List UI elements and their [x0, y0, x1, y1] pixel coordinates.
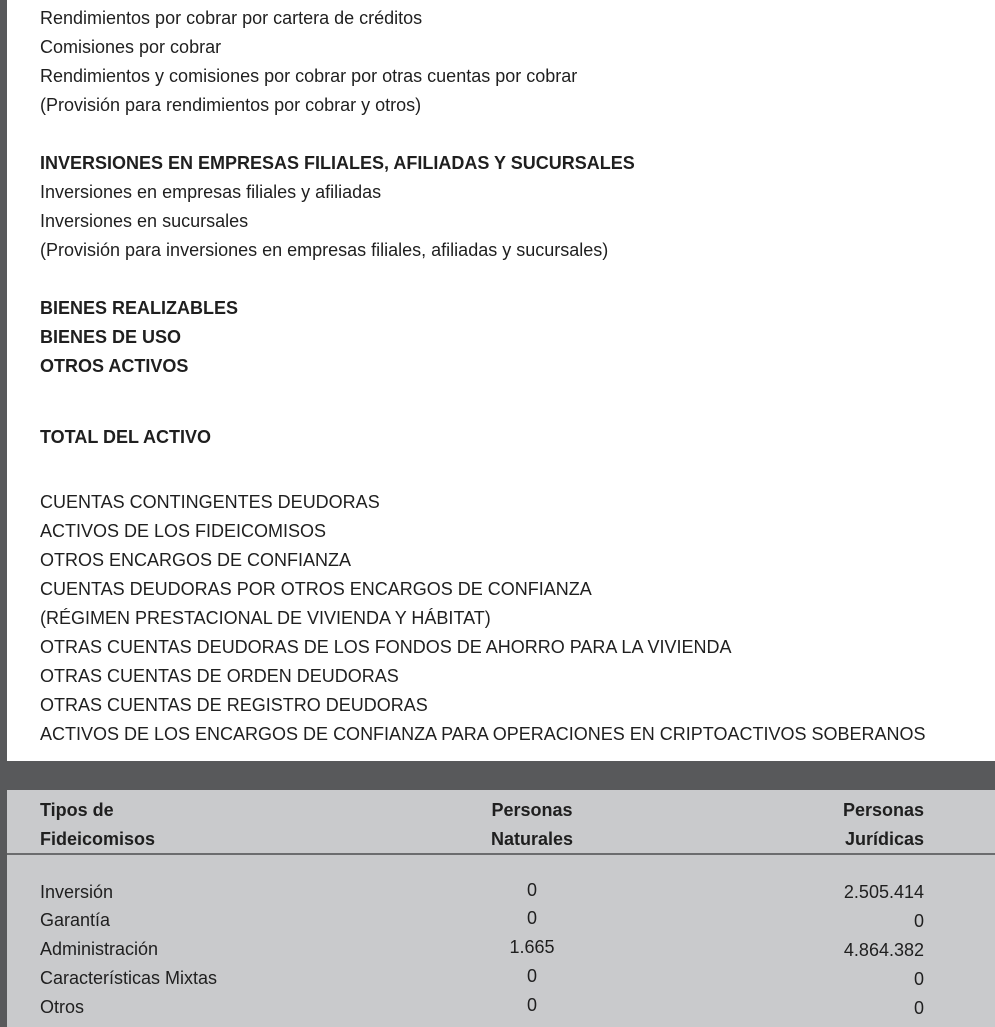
row-tipo: Administración	[40, 939, 159, 959]
line-fondos-ahorro-vivienda: OTRAS CUENTAS DEUDORAS DE LOS FONDOS DE AHORRO PARA LA VIVIENDA	[40, 637, 732, 657]
line-cuentas-orden: OTRAS CUENTAS DE ORDEN DEUDORAS	[40, 666, 399, 686]
row-tipo: Características Mixtas	[40, 968, 218, 988]
line-regimen-prestacional: (RÉGIMEN PRESTACIONAL DE VIVIENDA Y HÁBITAT)	[40, 608, 491, 628]
row-tipo: Garantía	[40, 910, 111, 930]
line-inversiones-sucursales: Inversiones en sucursales	[40, 211, 249, 231]
heading-bienes-realizables: BIENES REALIZABLES	[40, 298, 239, 318]
row-juridicas: 0	[913, 998, 924, 1018]
header-tipos-line1: Tipos de	[40, 800, 114, 820]
heading-total-activo: TOTAL DEL ACTIVO	[40, 427, 212, 447]
line-criptoactivos-soberanos: ACTIVOS DE LOS ENCARGOS DE CONFIANZA PARA OPERACIONES EN CRIPTOACTIVOS SOBERANOS	[40, 724, 926, 744]
heading-otros-activos: OTROS ACTIVOS	[40, 356, 189, 376]
row-naturales: 0	[526, 966, 537, 986]
row-juridicas: 0	[913, 911, 924, 931]
row-naturales: 0	[526, 908, 537, 928]
header-tipos-line2: Fideicomisos	[40, 829, 156, 849]
header-naturales-line2: Naturales	[490, 829, 574, 849]
line-inversiones-filiales-afiliadas: Inversiones en empresas filiales y afiliadas	[40, 182, 382, 202]
line-cuentas-contingentes: CUENTAS CONTINGENTES DEUDORAS	[40, 492, 380, 512]
header-juridicas-line1: Personas	[842, 800, 924, 820]
header-rule	[7, 853, 995, 855]
line-cuentas-deudoras-encargos: CUENTAS DEUDORAS POR OTROS ENCARGOS DE CONFIANZA	[40, 579, 592, 599]
row-juridicas: 4.864.382	[843, 940, 924, 960]
fideicomisos-table	[7, 790, 995, 1027]
line-activos-fideicomisos: ACTIVOS DE LOS FIDEICOMISOS	[40, 521, 327, 541]
left-margin-rule	[0, 0, 7, 1027]
row-naturales: 1.665	[509, 937, 555, 957]
row-juridicas: 0	[913, 969, 924, 989]
row-naturales: 0	[526, 995, 537, 1015]
row-tipo: Inversión	[40, 882, 114, 902]
line-otros-encargos: OTROS ENCARGOS DE CONFIANZA	[40, 550, 352, 570]
line-rendimientos-otras-cuentas: Rendimientos y comisiones por cobrar por otras cuentas por cobrar	[40, 66, 578, 86]
heading-inversiones-filiales: INVERSIONES EN EMPRESAS FILIALES, AFILIADAS Y SUCURSALES	[40, 153, 635, 173]
row-juridicas: 2.505.414	[843, 882, 924, 902]
line-rendimientos-cartera: Rendimientos por cobrar por cartera de créditos	[40, 8, 423, 28]
line-provision-inversiones: (Provisión para inversiones en empresas filiales, afiliadas y sucursales)	[40, 240, 609, 260]
line-provision-rendimientos: (Provisión para rendimientos por cobrar y otros)	[40, 95, 422, 115]
line-comisiones-cobrar: Comisiones por cobrar	[40, 37, 222, 57]
header-naturales-line1: Personas	[491, 800, 573, 820]
row-naturales: 0	[526, 880, 537, 900]
section-divider-band	[7, 761, 995, 790]
header-juridicas-line2: Jurídicas	[844, 829, 924, 849]
row-tipo: Otros	[40, 997, 85, 1017]
heading-bienes-uso: BIENES DE USO	[40, 327, 182, 347]
line-cuentas-registro: OTRAS CUENTAS DE REGISTRO DEUDORAS	[40, 695, 428, 715]
